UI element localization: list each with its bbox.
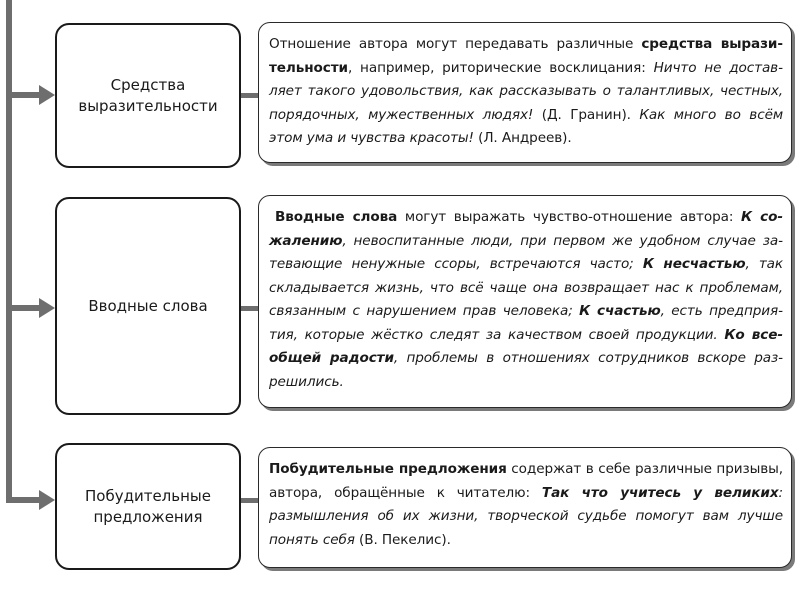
connector-3	[241, 498, 258, 503]
category-label-line2: предложения	[93, 507, 203, 526]
text-run: (Д. Гранин).	[533, 106, 640, 123]
category-label-line1: Побудительные	[85, 486, 211, 505]
description-text	[269, 458, 783, 552]
category-box-expressive-means	[55, 23, 241, 168]
text-run: (Л. Андреев).	[473, 130, 572, 146]
example-text: Как много во всём этом ума и чувства красоты!	[269, 106, 783, 146]
arrow-right-icon	[39, 298, 55, 318]
description-box-introductory-words	[258, 195, 792, 408]
arrow-shaft-1	[6, 92, 40, 98]
example-text: Ничто не доставляет такого удовольствия, как рассказывать о талантливых, честных, порядочных, мужественных людях!	[269, 59, 783, 123]
example-text: , есть предприятия, которые жёстко следят за качеством своей продукции.	[269, 303, 783, 343]
text-run: , например, риторические восклицания:	[347, 59, 654, 76]
key-term: К несчастью	[642, 256, 746, 272]
category-label-line1: Вводные слова	[88, 296, 208, 315]
arrow-right-icon	[39, 85, 55, 105]
arrow-shaft-2	[6, 305, 40, 311]
description-box-imperative-sentences	[258, 447, 792, 568]
text-run: могут выражать чувство-отношение автора:	[397, 209, 742, 225]
category-label-line2: выразительности	[78, 96, 218, 115]
example-text: , проблемы в отношениях сотрудников вскоре разрешились.	[269, 350, 784, 390]
text-run: Отношение автора могут передавать различные	[269, 36, 642, 52]
key-term: Так что учитесь у великих	[541, 484, 779, 501]
example-text: , так складывается жизнь, что всё чаще она возвращает нас к проблемам, связанным с нарушением прав человека;	[269, 256, 783, 319]
description-box-expressive-means	[258, 22, 792, 163]
key-term: К счастью	[579, 303, 661, 319]
arrow-shaft-3	[6, 497, 40, 503]
connector-1	[241, 93, 258, 98]
example-text: : размышления об их жизни, творческой судьбе помогут вам лучше понять себя	[269, 484, 784, 548]
text-run: содержат в себе различные призывы, автора, обращённые к читателю:	[269, 461, 784, 501]
category-box-introductory-words	[55, 197, 241, 415]
description-text	[269, 33, 783, 151]
key-term: Вводные слова	[275, 209, 398, 225]
connector-2	[241, 306, 258, 311]
category-box-imperative-sentences	[55, 443, 241, 570]
arrow-right-icon	[39, 490, 55, 510]
key-term: Побудительные предложения	[269, 461, 507, 477]
description-text	[269, 206, 783, 394]
key-term: К сожалению	[269, 209, 783, 249]
key-term: Ко всеобщей радости	[269, 326, 783, 366]
trunk-line	[6, 0, 12, 503]
example-text: , невоспитанные люди, при первом же удобном случае затевающие ненужные ссоры, встречаются часто;	[269, 232, 783, 272]
text-run: (В. Пекелис).	[354, 531, 451, 548]
category-label-line1: Средства	[110, 75, 186, 94]
key-term: средства выразительности	[269, 36, 784, 76]
